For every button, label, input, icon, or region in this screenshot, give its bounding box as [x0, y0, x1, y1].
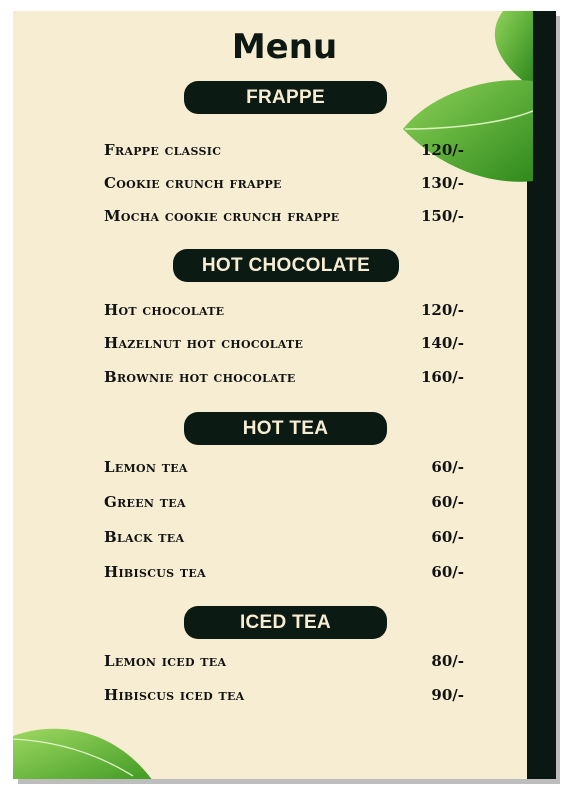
item-price: 60/- — [431, 493, 464, 511]
menu-item — [104, 563, 464, 585]
menu-item — [104, 334, 464, 356]
menu-item — [104, 368, 464, 390]
item-price: 60/- — [431, 458, 464, 476]
menu-item — [104, 528, 464, 550]
section-header-iced-tea: ICED TEA — [184, 606, 387, 639]
item-name: Black tea — [104, 528, 185, 546]
item-name: Cookie crunch frappe — [104, 174, 282, 192]
menu-item — [104, 652, 464, 674]
menu-item — [104, 686, 464, 708]
menu-title: Menu — [231, 27, 338, 67]
section-header-frappe: FRAPPE — [184, 81, 387, 114]
item-name: Hibiscus tea — [104, 563, 206, 581]
item-price: 60/- — [431, 528, 464, 546]
item-price: 150/- — [420, 207, 464, 225]
item-price: 160/- — [420, 368, 464, 386]
item-price: 90/- — [431, 686, 464, 704]
item-name: Brownie hot chocolate — [104, 368, 296, 386]
menu-page — [13, 11, 556, 779]
item-price: 140/- — [420, 334, 464, 352]
item-name: Mocha cookie crunch frappe — [104, 207, 340, 225]
item-price: 120/- — [420, 141, 464, 159]
item-name: Hibiscus iced tea — [104, 686, 245, 704]
item-name: Hazelnut hot chocolate — [104, 334, 304, 352]
item-price: 130/- — [420, 174, 464, 192]
menu-item — [104, 141, 464, 163]
section-header-hot-tea: HOT TEA — [184, 412, 387, 445]
item-price: 120/- — [420, 301, 464, 319]
item-name: Frappe classic — [104, 141, 222, 159]
item-price: 80/- — [431, 652, 464, 670]
item-name: Hot chocolate — [104, 301, 225, 319]
menu-item — [104, 458, 464, 480]
menu-item — [104, 207, 464, 229]
leaf-bottom-icon — [13, 711, 163, 779]
item-name: Green tea — [104, 493, 186, 511]
menu-item — [104, 301, 464, 323]
item-price: 60/- — [431, 563, 464, 581]
section-header-hot-chocolate: HOT CHOCOLATE — [173, 249, 399, 282]
menu-item — [104, 174, 464, 196]
menu-item — [104, 493, 464, 515]
item-name: Lemon tea — [104, 458, 188, 476]
item-name: Lemon iced tea — [104, 652, 227, 670]
